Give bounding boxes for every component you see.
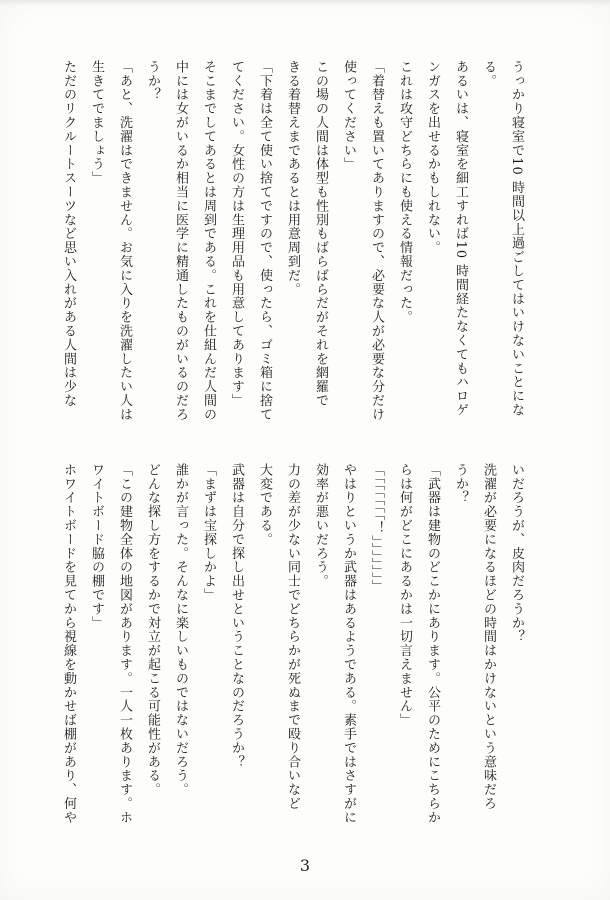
text-line: そこまでしてあるとは周到である。これを仕組んだ人間の: [201, 60, 216, 422]
text-line: うか？: [453, 463, 468, 505]
text-line: きる着替えまであるとは用意周到だ。: [285, 60, 300, 297]
text-line: ワイトボード脇の棚です」: [89, 463, 104, 630]
text-line: 「この建物全体の地図があります。一人一枚あります。ホ: [117, 463, 132, 825]
text-line: てください。女性の方は生理用品も用意してあります」: [229, 60, 244, 408]
text-line: 効率が悪いだろう。: [313, 463, 328, 589]
text-line: うか？: [145, 60, 160, 102]
text-line: いだろうが、皮肉だろうか？: [509, 463, 524, 644]
scan-edge: [0, 0, 610, 6]
text-line: 洗濯が必要になるほどの時間はかけないという意味だろ: [481, 463, 496, 811]
text-line: 「「「「「「「！」」」」」」」: [369, 463, 384, 594]
text-line: 「まずは宝探しかよ」: [201, 463, 216, 602]
text-line: ンガスを出せるかもしれない。: [425, 60, 440, 255]
page-number: 3: [299, 856, 311, 875]
text-line: 中には女がいるか相当に医学に精通したものがいるのだろ: [173, 60, 188, 422]
text-line: る。: [481, 60, 496, 88]
text-line: 「下着は全て使い捨てですので、使ったら、ゴミ箱に捨て: [257, 60, 272, 422]
text-line: これは攻守どちらにも使える情報だった。: [397, 60, 412, 325]
text-line: らは何がどこにあるかは一切言えません」: [397, 463, 412, 728]
text-line: 「あと、洗濯はできません。お気に入りを洗濯したい人は: [117, 60, 132, 422]
text-line: 誰かが言った。そんなに楽しいものではないだろう。: [173, 463, 188, 797]
text-line: うっかり寝室で10 時間以上過ごしてはいけないことにな: [509, 60, 524, 417]
lower-text-block: [54, 463, 530, 835]
text-line: ホワイトボードを見てから視線を動かせば棚があり、何や: [61, 463, 76, 825]
text-line: やはりというか武器はあるようである。素手ではさすがに: [341, 463, 356, 825]
text-line: どんな探し方をするかで対立が起こる可能性がある。: [145, 463, 160, 797]
text-line: 武器は自分で探し出せということなのだろうか？: [229, 463, 244, 769]
text-line: ただのリクルートスーツなど思い入れがある人間は少な: [61, 60, 76, 408]
text-line: 力の差が少ない同士でどちらかが死ぬまで殴り合いなど: [285, 463, 300, 811]
text-line: 使ってください」: [341, 60, 356, 172]
text-line: あるいは、寝室を細工すれば10 時間経たなくてもハロゲ: [453, 60, 468, 417]
upper-text-block: [54, 60, 530, 452]
text-line: 生きてでましょう」: [89, 60, 104, 186]
text-line: この場の人間は体型も性別もばらばらだがそれを網羅で: [313, 60, 328, 408]
text-line: 「着替えも置いてありますので、必要な人が必要な分だけ: [369, 60, 384, 422]
text-line: 「武器は建物のどこかにあります。公平のためにこちらか: [425, 463, 440, 825]
text-line: 大変である。: [257, 463, 272, 547]
